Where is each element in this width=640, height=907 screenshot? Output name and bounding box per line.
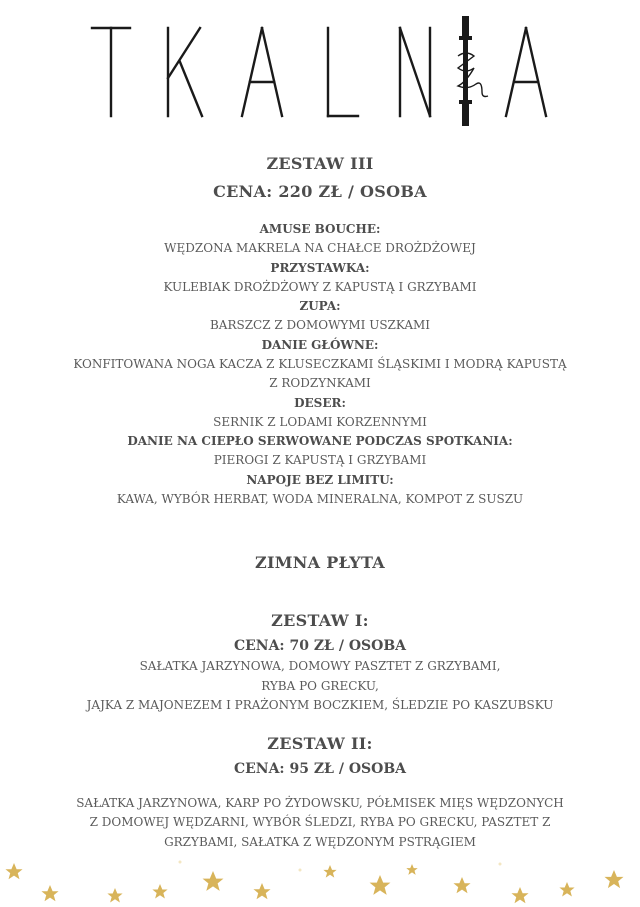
zestaw-3-title: ZESTAW III [266, 154, 374, 173]
zestaw-1-line: JAJKA Z MAJONEZEM I PRAŻONYM BOCZKIEM, ŚLEDZIE PO KASZUBSKU [86, 698, 554, 712]
star-icon [203, 871, 224, 891]
zimna-plyta-title: ZIMNA PŁYTA [254, 553, 386, 572]
star-icon [107, 888, 122, 902]
spindle-icon [458, 16, 488, 126]
star-icon [511, 887, 528, 903]
zestaw-2-line: SAŁATKA JARZYNOWA, KARP PO ŻYDOWSKU, PÓŁMISEK MIĘS WĘDZONYCH [76, 795, 564, 810]
course-dish: WĘDZONA MAKRELA NA CHAŁCE DROŻDŻOWEJ [164, 241, 476, 255]
star-icon [41, 885, 58, 901]
star-icon [605, 870, 624, 888]
zestaw-3-price: CENA: 220 ZŁ / OSOBA [213, 182, 427, 201]
sparkle-icon [179, 861, 182, 864]
star-icon [370, 875, 391, 895]
star-icon [453, 877, 470, 893]
menu-content [0, 150, 640, 852]
course-label: NAPOJE BEZ LIMITU: [246, 472, 394, 487]
course-dish: Z RODZYNKAMI [269, 376, 371, 390]
zestaw-1-title: ZESTAW I: [271, 611, 369, 630]
course-dish: PIEROGI Z KAPUSTĄ I GRZYBAMI [213, 453, 427, 467]
course-dish: KULEBIAK DROŻDŻOWY Z KAPUSTĄ I GRZYBAMI [163, 279, 477, 294]
star-icon [406, 864, 417, 875]
zestaw-1-price: CENA: 70 ZŁ / OSOBA [233, 638, 407, 654]
course-dish: KAWA, WYBÓR HERBAT, WODA MINERALNA, KOMPOT Z SUSZU [116, 491, 524, 506]
star-icon [559, 882, 574, 896]
star-icon [323, 865, 336, 878]
star-icon [152, 884, 167, 898]
decorative-stars [0, 852, 640, 907]
course-label: ZUPA: [299, 299, 341, 313]
zestaw-2-price: CENA: 95 ZŁ / OSOBA [233, 760, 407, 777]
sparkle-icon [299, 869, 302, 872]
zestaw-2-line: GRZYBAMI, SAŁATKA Z WĘDZONYM PSTRĄGIEM [164, 834, 476, 849]
zestaw-2-line: Z DOMOWEJ WĘDZARNI, WYBÓR ŚLEDZI, RYBA PO GRECKU, PASZTET Z [89, 815, 551, 829]
logo-graphic [90, 12, 550, 132]
zestaw-3-courses [0, 220, 640, 509]
zestaw-1-line: RYBA PO GRECKU, [261, 678, 379, 693]
course-dish: BARSZCZ Z DOMOWYMI USZKAMI [209, 318, 431, 332]
course-dish: KONFITOWANA NOGA KACZA Z KLUSECZKAMI ŚLĄSKIMI I MODRĄ KAPUSTĄ [73, 356, 567, 371]
course-label: DESER: [294, 395, 346, 410]
course-label: PRZYSTAWKA: [270, 260, 370, 275]
course-label: DANIE NA CIEPŁO SERWOWANE PODCZAS SPOTKANIA: [127, 434, 513, 448]
zestaw-1-line: SAŁATKA JARZYNOWA, DOMOWY PASZTET Z GRZYBAMI, [139, 659, 501, 673]
star-icon [5, 863, 22, 879]
star-icon [253, 883, 270, 899]
logo [0, 12, 640, 132]
course-dish: SERNIK Z LODAMI KORZENNYMI [213, 414, 427, 429]
course-label: AMUSE BOUCHE: [259, 222, 381, 236]
sparkle-icon [499, 863, 502, 866]
zestaw-2-title: ZESTAW II: [267, 733, 373, 753]
course-label: DANIE GŁÓWNE: [261, 337, 379, 352]
